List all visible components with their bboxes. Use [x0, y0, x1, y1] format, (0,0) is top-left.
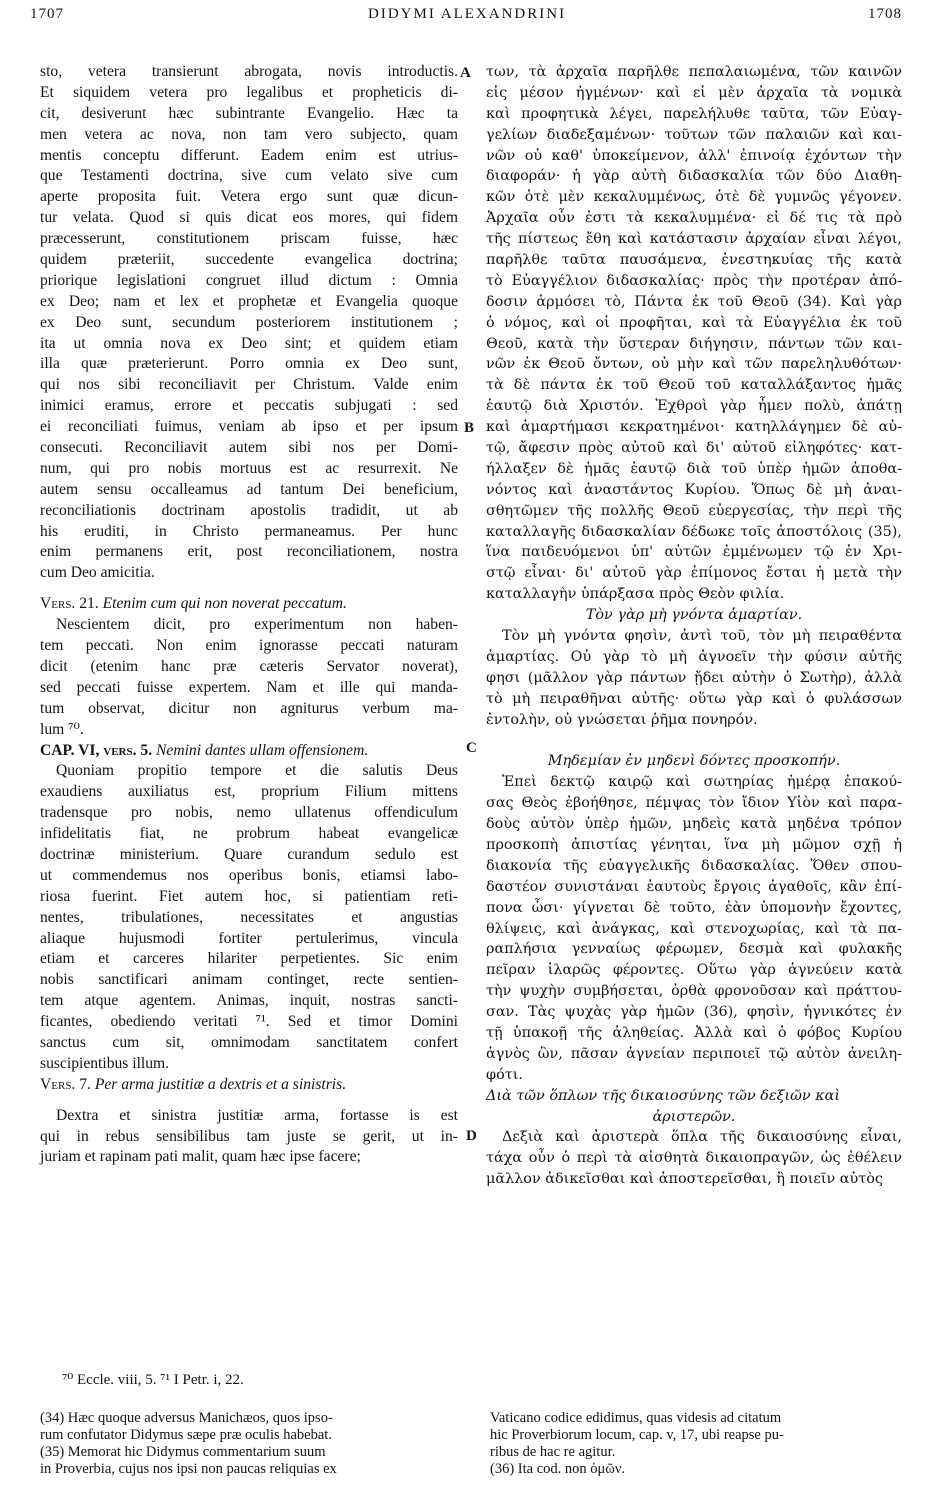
- text-line: enim permanens erit, post reconciliationem, nostra: [40, 543, 458, 561]
- text-line: τῇ ὑπακοῇ τῆς ἀληθείας. Ἀλλὰ καὶ ὁ φόβος Κυρίου: [486, 1024, 902, 1041]
- text-line: τάχα οὖν ὁ περὶ τὰ αἰσθητὰ δικαιοπραγῶν, ὡς ἐθέλειν: [486, 1150, 902, 1167]
- text-line: καὶ ἁμαρτήμασι κεκρατημένοι· κατηλλάγημεν δὲ αὐ-: [486, 419, 902, 436]
- text-line: ραπλήσια γενναίως φέρωμεν, δεσμὰ καὶ φυλακῆς: [486, 941, 902, 958]
- text-line: προσκοπὴ ἀπιστίας γένηται, ἵνα μὴ μῶμον σχῇ ἡ: [486, 836, 902, 853]
- text-line: inimici eramus, errore et peccatis subjugati : sed: [40, 397, 458, 415]
- text-line: ficantes, obediendo veritati ⁷¹. Sed et timor Domini: [40, 1013, 458, 1031]
- text-line: πονα ὦσι· γίγνεται δὲ τοῦτο, ἐὰν ὑπομονὴν ἔχοντες,: [486, 899, 902, 916]
- text-line: παρῆλθε ταῦτα παυσάμενα, ἐνεστηκυίας τῆς κατὰ: [486, 252, 902, 269]
- section-marker-a: A: [460, 65, 471, 81]
- text-line: ita ut omnia nova ex Deo sint; et quidem etiam: [40, 334, 458, 352]
- text-line: consecuti. Reconciliavit autem sibi nos per Domi-: [40, 439, 458, 457]
- text-line: mentis conceptu differunt. Eadem enim est utrius-: [40, 146, 458, 164]
- text-line: in Proverbia, cujus nos ipsi non paucas reliquias ex: [40, 1461, 337, 1477]
- text-line: cit, desiverunt hæc subintrante Evangelio. Hæc ta: [40, 104, 458, 122]
- text-line: ei reconciliati fuimus, veniam ab ipso et per ipsum: [40, 418, 458, 436]
- page-number-left: 1707: [30, 6, 64, 22]
- text-line: quidem præteriit, succedente evangelica doctrina;: [40, 251, 458, 269]
- text-line: juriam et rapinam pati malit, quam hæc ipse facere;: [40, 1148, 361, 1166]
- text-line: τὸ μὴ πειραθῆναι αὐτῆς· οὕτω γὰρ καὶ ὁ φυλάσσων: [486, 690, 902, 707]
- section-marker-b: B: [464, 420, 475, 436]
- chapter-text: Nemini dantes ullam offensionem.: [156, 741, 369, 759]
- text-line: φησι (μᾶλλον γὰρ πάντων ᾔδει αὐτὴν ὁ Σωτὴρ), ἀλλὰ: [486, 669, 902, 686]
- text-line: Δεξιὰ καὶ ἀριστερὰ ὅπλα τῆς δικαιοσύνης εἶναι,: [502, 1129, 902, 1146]
- text-line: men vetera ac nova, non tam vero subjecto, quam: [40, 125, 458, 143]
- text-line: Quoniam propitio tempore et die salutis Deus: [56, 762, 458, 780]
- text-line: καταλλαγὴν ὑπάρξασα πρὸς Θεὸν φιλία.: [486, 586, 785, 603]
- text-line: nentes, tribulationes, necessitates et angustias: [40, 908, 458, 926]
- text-line: φότι.: [486, 1066, 523, 1083]
- text-line: cum Deo amicitia.: [40, 564, 155, 582]
- text-line: ut commendemus nos operibus bonis, etiamsi labo-: [40, 866, 458, 884]
- text-line: Vaticano codice edidimus, quas videsis ad citatum: [490, 1410, 782, 1426]
- chapter-label: CAP. VI,: [40, 741, 100, 759]
- running-title: DIDYMI ALEXANDRINI: [368, 6, 567, 22]
- footnotes-right: [490, 1410, 900, 1478]
- verse-heading: [40, 1075, 458, 1096]
- text-line: μᾶλλον ἀδικεῖσθαι καὶ ἀποστερεῖσθαι, ἢ ποιεῖν αὐτὸς: [486, 1171, 883, 1188]
- greek-paragraph: [486, 626, 902, 730]
- text-line: ex Deo sunt, secundum posteriorem institutionem ;: [40, 313, 458, 331]
- text-line: rum confutator Didymus sæpe præ oculis habebat.: [40, 1427, 332, 1443]
- latin-paragraph: [40, 62, 458, 584]
- text-line: σας Θεὸς ἐβοήθησε, πέμψας τὸν ἴδιον Υἱὸν καὶ παρα-: [486, 795, 902, 812]
- text-line: Ἀρχαῖα οὖν ἐστι τὰ κεκαλυμμένα· εἰ δέ τις τὰ πρὸ: [486, 210, 902, 227]
- text-line: sed peccati fuisse expertem. Nam et ille qui manda-: [40, 678, 458, 696]
- text-line: Ἐπεὶ δεκτῷ καιρῷ καὶ σωτηρίας ἡμέρᾳ ἐπακού-: [502, 774, 902, 791]
- greek-lemma: Τὸν γὰρ μὴ γνόντα ἁμαρτίαν.: [585, 607, 803, 624]
- text-line: των, τὰ ἀρχαῖα παρῆλθε πεπαλαιωμένα, τῶν καινῶν: [486, 64, 902, 80]
- text-line: præcesserunt, constitutionem priscam fuisse, hæc: [40, 230, 458, 248]
- text-line: qui in rebus sensibilibus tam juste se gerit, ut in-: [40, 1127, 458, 1145]
- text-line: εἰς μέσον ἠγμένων· καὶ εἰ μὲν ἀρχαῖα τὰ νομικὰ: [486, 84, 902, 101]
- chapter-verse: vers. 5.: [103, 741, 153, 759]
- text-line: ἁμαρτίας. Οὐ γὰρ τὸ μὴ ἀγνοεῖν τὴν φύσιν αὐτῆς: [486, 648, 902, 665]
- text-line: tradensque pro nobis, nemo ullatenus offendiculum: [40, 804, 458, 822]
- text-line: διακονία τῆς εὐαγγελικῆς διδασκαλίας. Ὅθεν σπου-: [486, 857, 902, 874]
- text-line: etiam et carceres hilariter perpetientes. Sic enim: [40, 950, 458, 968]
- text-line: τῆς πίστεως ἔθη καὶ κατάστασιν ἀρχαίαν εἶναι λέγοι,: [486, 231, 902, 248]
- greek-paragraph: [486, 1127, 902, 1190]
- text-line: ήλλαξεν δὲ ἡμᾶς ἑαυτῷ διὰ τοῦ ὑπὲρ ἡμῶν ἀποθα-: [486, 460, 902, 477]
- text-line: νῶν ἐκ Θεοῦ ὄντων, οὐ μὴν καὶ τῶν παρεληλυθότων·: [486, 356, 902, 373]
- greek-paragraph: [486, 62, 902, 605]
- text-line: infidelitatis fiat, ne probrum habeat evangelicæ: [40, 825, 458, 843]
- text-line: νῶν οὐ καθ' ὑποκείμενον, ἀλλ' ἐπινοίᾳ ἐχόντων τὴν: [486, 147, 902, 164]
- text-line: ἐντολὴν, οὐ γνώσεται ῥῆμα πονηρόν.: [486, 711, 758, 728]
- text-line: hic Proverbiorum locum, cap. v, 17, ubi reapse pu-: [490, 1427, 784, 1443]
- text-line: nobis sanctificari animam continget, recte sentien-: [40, 971, 458, 989]
- text-line: καταλλαγῆς διδασκαλίαν δέδωκε τοῖς ἀποστόλοις (35),: [486, 523, 902, 540]
- text-line: reconciliationis doctrinam apostolis tradidit, ut ab: [40, 501, 458, 519]
- greek-lemma-continued: ἀριστερῶν.: [652, 1108, 736, 1125]
- text-line: δοσιν ἁρμόσει τὸ, Πάντα ἐκ τοῦ Θεοῦ (34). Καὶ γὰρ: [486, 293, 902, 310]
- text-line: (34) Hæc quoque adversus Manichæos, quos ipso-: [40, 1410, 333, 1426]
- verse-text: Etenim cum qui non noverat peccatum.: [102, 595, 347, 613]
- footnotes-left: [40, 1410, 460, 1478]
- text-line: στῷ εἶναι· δι' αὐτοῦ γὰρ ἐπίμονος ἔσται ἡ μετὰ τὴν: [486, 565, 902, 582]
- text-line: ἁγνὸς ὢν, πᾶσαν ἁγνείαν περιποιεῖ τῷ αὐτὸν ἀνειλη-: [486, 1045, 902, 1062]
- text-line: tum observat, dicitur non agniturus verbum ma-: [40, 699, 458, 717]
- text-line: σθητῶμεν τῆς πολλῆς Θεοῦ εὐεργεσίας, τὴν περὶ τῆς: [486, 502, 902, 519]
- latin-paragraph: [40, 761, 458, 1074]
- text-line: sto, vetera transierunt abrogata, novis introductis.: [40, 63, 458, 80]
- text-line: κῶν ὁτὲ μὲν κεκαλυμμένως, ὁτὲ δὲ γυμνῶς γέγονεν.: [486, 189, 902, 206]
- text-line: Θεοῦ, κατὰ τὴν ὕστεραν διήγησιν, πάντων τῶν και-: [486, 335, 902, 352]
- text-line: priorique legislationi congruet illud dictum : Omnia: [40, 271, 458, 289]
- latin-paragraph: [40, 1106, 458, 1169]
- text-line: δαστέον συνιστάναι ἑαυτοὺς ἔργοις ἀγαθοῖς, κἂν ἐπί-: [486, 878, 902, 895]
- section-marker-d: D: [466, 1128, 477, 1144]
- greek-lemma: Μηδεμίαν ἐν μηδενὶ δόντες προσκοπήν.: [547, 753, 841, 770]
- text-line: dicit (etenim hanc præ cæteris Servator noverat),: [40, 657, 458, 675]
- text-line: (35) Memorat hic Didymus commentarium suum: [40, 1444, 326, 1460]
- text-line: autem sensu occalleamus ad tantum Dei beneficium,: [40, 480, 458, 498]
- scripture-references: ⁷⁰ Eccle. viii, 5. ⁷¹ I Petr. i, 22.: [62, 1372, 244, 1388]
- text-line: θλίψεις, καὶ ἀνάγκας, καὶ στενοχωρίας, καὶ τὰ πα-: [486, 920, 902, 937]
- section-marker-c: C: [466, 740, 477, 756]
- text-line: (36) Ita cod. non ὁμῶν.: [490, 1461, 626, 1477]
- text-line: his eruditi, in Christo permaneamus. Per hunc: [40, 522, 458, 540]
- verse-heading: [40, 594, 458, 615]
- text-line: γελίων διαδεξαμένων· τοῦτων τῶν παλαιῶν καὶ και-: [486, 126, 902, 143]
- text-line: sanctus cum sit, omnimodam sanctitatem confert: [40, 1033, 458, 1051]
- text-line: lum ⁷⁰.: [40, 720, 84, 738]
- text-line: ribus de hac re agitur.: [490, 1444, 616, 1460]
- text-line: ἵνα παιδευόμενοι ὑπ' αὐτῶν ἐμμένωμεν τῷ ἐν Χρι-: [486, 544, 902, 561]
- text-line: δοὺς αὐτὸν ὑπὲρ ἡμῶν, μηδεὶς κατὰ μηδένα τρόπον: [486, 816, 902, 833]
- text-line: τὸ Εὐαγγέλιον διδασκαλίας· πρὸς τὴν προτέραν ἀπό-: [486, 272, 902, 289]
- text-line: aliaque hujusmodi fortiter pertulerimus, vincula: [40, 929, 458, 947]
- text-line: doctrinæ ministerium. Quare curandum sedulo est: [40, 845, 458, 863]
- latin-column: [40, 62, 458, 1168]
- text-line: Dextra et sinistra justitiæ arma, fortasse is est: [56, 1106, 458, 1124]
- verse-text: Per arma justitiæ a dextris et a sinistris.: [94, 1075, 347, 1093]
- text-line: σαν. Τὰς ψυχὰς γὰρ ἡμῶν (36), φησὶν, ἡγνικότες ἐν: [486, 1004, 902, 1021]
- text-line: Nescientem dicit, pro experimentum non haben-: [56, 616, 458, 634]
- chapter-heading: [40, 741, 458, 762]
- text-line: suscipientibus illum.: [40, 1054, 170, 1072]
- text-line: διαφοράν· ἡ γὰρ αὐτὴ διδασκαλία τῶν δύο Διαθη-: [486, 168, 902, 185]
- verse-label: Vers. 7.: [40, 1075, 91, 1093]
- text-line: τὴν ψυχὴν συμβήσεται, ὀρθὰ φρονοῦσαν καὶ πράττου-: [486, 983, 902, 1000]
- text-line: πεῖραν ἱλαρῶς φέροντες. Οὕτω γὰρ ἁγνεύειν κατὰ: [486, 962, 902, 979]
- latin-paragraph: [40, 615, 458, 740]
- text-line: que Testamenti doctrina, sive cum velato sive cum: [40, 167, 458, 185]
- greek-lemma: Διὰ τῶν ὅπλων τῆς δικαιοσύνης τῶν δεξιῶν καὶ: [486, 1087, 841, 1104]
- text-line: tem atque agentem. Animas, inquit, nostras sancti-: [40, 992, 458, 1010]
- text-line: tem peccati. Non enim ignorasse peccati naturam: [40, 637, 458, 655]
- text-line: illa quæ præterierunt. Porro omnia ex Deo sunt,: [40, 355, 458, 373]
- greek-paragraph: [486, 772, 902, 1085]
- text-line: τὰ δὲ πάντα ἐκ τοῦ Θεοῦ τοῦ καταλλάξαντος ἡμᾶς: [486, 377, 902, 394]
- text-line: τῷ, ἄφεσιν πρὸς αὐτοῦ καὶ δι' αὐτοῦ εἰληφότες· κατ-: [486, 440, 902, 457]
- greek-column: [486, 62, 902, 1190]
- verse-label: Vers. 21.: [40, 595, 99, 613]
- text-line: Τὸν μὴ γνόντα φησὶν, ἀντὶ τοῦ, τὸν μὴ πειραθέντα: [502, 628, 902, 645]
- page-number-right: 1708: [868, 6, 902, 22]
- text-line: ex Deo; nam et lex et prophetæ et Evangelia quoque: [40, 292, 458, 310]
- text-line: num, qui pro nobis mortuus est ac resurrexit. Ne: [40, 459, 458, 477]
- text-line: exaudiens auxiliatus est, proprium Filium mittens: [40, 783, 458, 801]
- text-line: tur velata. Quod si quis dicat eos mores, qui fidem: [40, 209, 458, 227]
- text-line: καὶ προφητικὰ λέγει, παρελήλυθε ταῦτα, τῶν Εὐαγ-: [486, 105, 902, 122]
- text-line: ἑαυτῷ διὰ Χριστόν. Ἐχθροὶ γὰρ ἦμεν πολὺ, ἀπάτῃ: [486, 398, 902, 415]
- text-line: ὁ νόμος, καὶ οἱ προφῆται, καὶ τὰ Εὐαγγέλια ἐκ τοῦ: [486, 314, 902, 331]
- text-line: qui nos sibi reconciliavit per Christum. Valde enim: [40, 376, 458, 394]
- text-line: aperte proposita fuit. Vetera ergo sunt quæ dicun-: [40, 188, 458, 206]
- text-line: Et siquidem vetera pro legalibus et propheticis di-: [40, 83, 458, 101]
- text-line: νόντος καὶ ἀναστάντος Κυρίου. Ὅπως δὲ μὴ ἀναι-: [486, 481, 902, 498]
- text-line: riosa fuerint. Fiet autem hoc, si patientiam reti-: [40, 887, 458, 905]
